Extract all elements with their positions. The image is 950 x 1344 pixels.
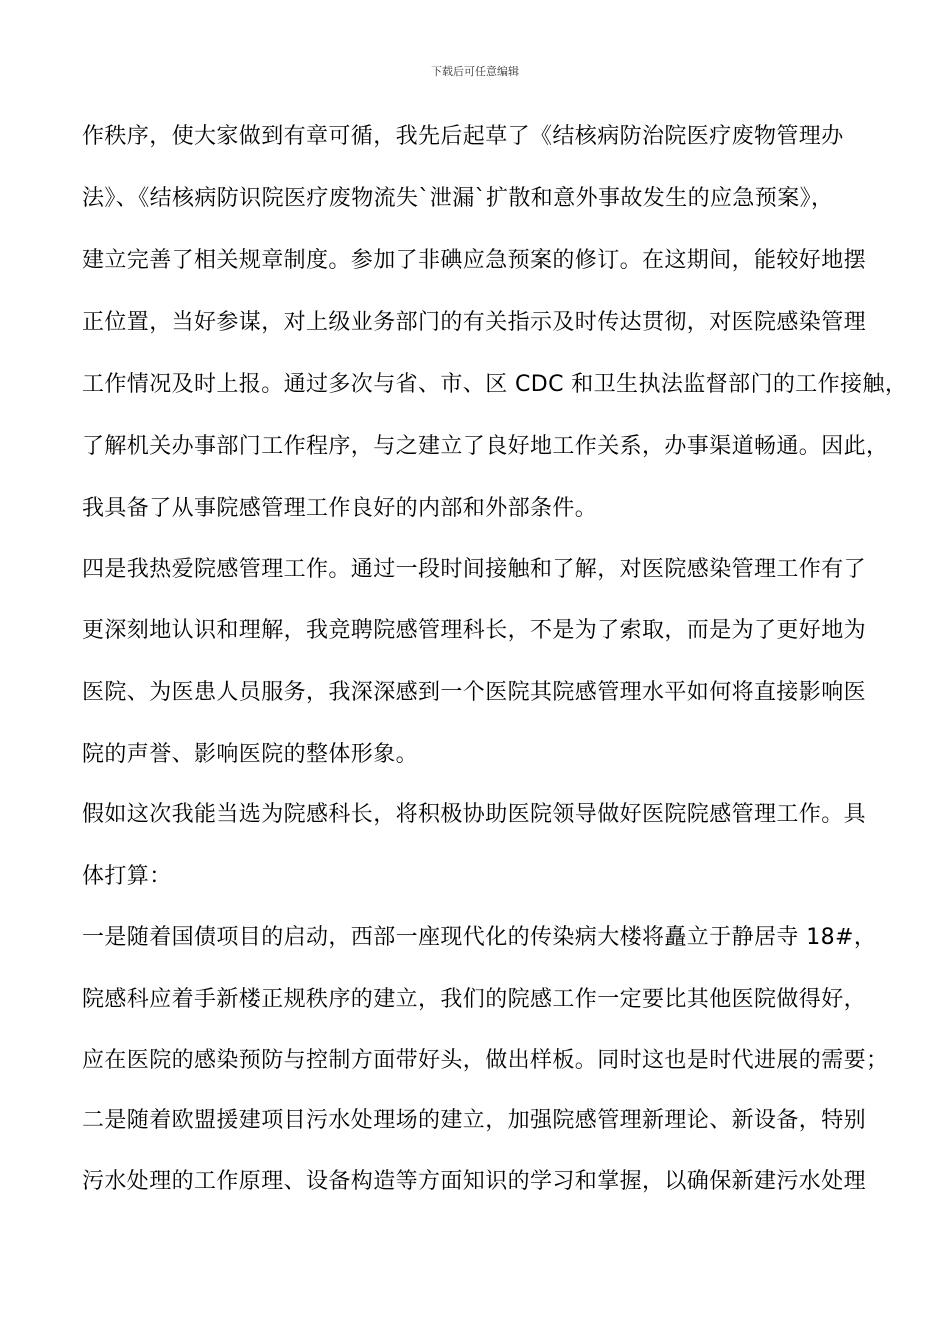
- text-line: 院感科应着手新楼正规秩序的建立，我们的院感工作一定要比其他医院做得好，: [82, 987, 867, 1012]
- text-line: 了解机关办事部门工作程序，与之建立了良好地工作关系，办事渠道畅通。因此，: [82, 434, 889, 459]
- text-line: 我具备了从事院感管理工作良好的内部和外部条件。: [82, 496, 598, 521]
- text-line: 建立完善了相关规章制度。参加了非碘应急预案的修订。在这期间，能较好地摆: [82, 248, 867, 273]
- text-line: 应在医院的感染预防与控制方面带好头，做出样板。同时这也是时代进展的需要；: [82, 1048, 889, 1073]
- text-line: 正位置，当好参谋，对上级业务部门的有关指示及时传达贯彻，对医院感染管理: [82, 310, 867, 335]
- text-line: 四是我热爱院感管理工作。通过一段时间接触和了解，对医院感染管理工作有了: [82, 557, 867, 582]
- text-line: 更深刻地认识和理解，我竞聘院感管理科长，不是为了索取，而是为了更好地为: [82, 618, 867, 643]
- text-line: 一是随着国债项目的启动，西部一座现代化的传染病大楼将矗立于静居寺 18#，: [82, 925, 877, 950]
- page-header: 下载后可任意编辑: [431, 65, 519, 78]
- text-line: 污水处理的工作原理、设备构造等方面知识的学习和掌握，以确保新建污水处理: [82, 1169, 867, 1194]
- text-line: 二是随着欧盟援建项目污水处理场的建立，加强院感管理新理论、新设备，特别: [82, 1108, 867, 1133]
- text-line: 工作情况及时上报。通过多次与省、市、区 CDC 和卫生执法监督部门的工作接触，: [82, 372, 908, 397]
- text-line: 作秩序，使大家做到有章可循，我先后起草了《结核病防治院医疗废物管理办: [82, 124, 844, 149]
- text-line: 体打算：: [82, 864, 172, 889]
- text-line: 院的声誉、影响医院的整体形象。: [82, 742, 419, 767]
- text-line: 假如这次我能当选为院感科长，将积极协助医院领导做好医院院感管理工作。具: [82, 802, 867, 827]
- text-line: 法》、《结核病防识院医疗废物流失`泄漏`扩散和意外事故发生的应急预案》，: [82, 186, 834, 211]
- text-line: 医院、为医患人员服务，我深深感到一个医院其院感管理水平如何将直接影响医: [82, 680, 867, 705]
